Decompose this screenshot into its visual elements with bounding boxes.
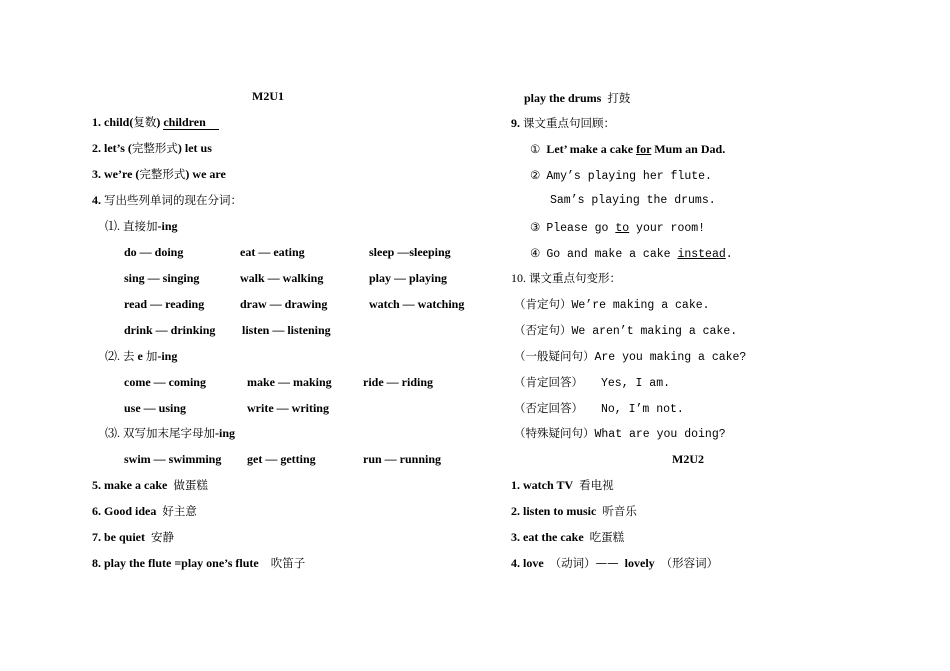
m2u2-line-3 bbox=[511, 529, 624, 545]
text: 吃蛋糕 bbox=[589, 530, 625, 544]
word-pair: drink — drinking bbox=[124, 323, 216, 337]
text: What are you doing? bbox=[594, 428, 726, 441]
heading-10 bbox=[511, 270, 621, 286]
word-pair: listen — listening bbox=[242, 323, 331, 337]
word-pair: come — coming bbox=[124, 375, 206, 389]
m2u2-line-4 bbox=[511, 555, 718, 571]
circled-number: ② bbox=[530, 168, 541, 182]
key-sentence-3 bbox=[530, 219, 705, 237]
text: 1. child( bbox=[92, 115, 134, 129]
text: lovely bbox=[624, 556, 655, 570]
text: -ing bbox=[215, 426, 236, 440]
text: 打鼓 bbox=[607, 91, 631, 105]
underlined-word: to bbox=[615, 222, 630, 235]
word-pair: walk — walking bbox=[240, 271, 324, 285]
text: 9. bbox=[511, 116, 523, 130]
m2u2-line-1 bbox=[511, 477, 614, 493]
text: . bbox=[725, 248, 733, 261]
text: 完整形式 bbox=[131, 141, 178, 155]
underlined-word: for bbox=[636, 142, 652, 156]
phrase-line-7 bbox=[92, 529, 174, 545]
sentence-type-label: （特殊疑问句） bbox=[514, 426, 595, 440]
text: 5. make a cake bbox=[92, 478, 168, 492]
vocab-line-4 bbox=[92, 192, 242, 208]
text: 6. Good idea bbox=[92, 504, 157, 518]
text: 写出些列单词的现在分词： bbox=[104, 193, 242, 207]
subheading-3 bbox=[105, 425, 235, 441]
text: 2. listen to music bbox=[511, 504, 597, 518]
text: 安静 bbox=[151, 530, 175, 544]
word-pair: swim — swimming bbox=[124, 452, 222, 466]
text: e bbox=[134, 349, 146, 363]
text: 2. let’s ( bbox=[92, 141, 132, 155]
subheading-1 bbox=[105, 218, 178, 234]
text: play the drums bbox=[524, 91, 602, 105]
text: 看电视 bbox=[579, 478, 614, 492]
section-title-m2u1: M2U1 bbox=[252, 89, 284, 103]
sentence-type-label: （肯定句） bbox=[514, 297, 572, 311]
text: ) bbox=[156, 115, 164, 129]
word-pair: ride — riding bbox=[363, 375, 434, 389]
circled-number: ④ bbox=[530, 246, 541, 260]
text: （动词）—— bbox=[549, 556, 619, 570]
sentence-type-label: （肯定回答） bbox=[514, 375, 583, 389]
transform-affirmative bbox=[514, 296, 710, 314]
text: 课文重点句变形： bbox=[529, 271, 621, 285]
word-pair: get — getting bbox=[247, 452, 316, 466]
text: 4. bbox=[92, 193, 104, 207]
word-pair: do — doing bbox=[124, 245, 184, 259]
text: ) we are bbox=[185, 167, 226, 181]
text: Go and make a cake bbox=[546, 248, 678, 261]
phrase-line-5 bbox=[92, 477, 208, 493]
text: We aren’t making a cake. bbox=[571, 325, 738, 338]
text: your room! bbox=[629, 222, 706, 235]
text: 课文重点句回顾： bbox=[523, 116, 615, 130]
text: Are you making a cake? bbox=[594, 351, 747, 364]
phrase-line-8 bbox=[92, 555, 305, 571]
text: Yes, I am. bbox=[601, 377, 671, 390]
key-sentence-2-continued: Sam’s playing the drums. bbox=[550, 194, 716, 207]
word-pair: draw — drawing bbox=[240, 297, 328, 311]
key-sentence-4 bbox=[530, 245, 733, 263]
word-pair: read — reading bbox=[124, 297, 205, 311]
text: No, I’m not. bbox=[601, 403, 684, 416]
sentence-type-label: （否定回答） bbox=[514, 401, 583, 415]
sentence-type-label: （否定句） bbox=[514, 323, 572, 337]
phrase-line-6 bbox=[92, 503, 197, 519]
transform-short-yes bbox=[514, 374, 670, 392]
text: Mum an Dad. bbox=[651, 142, 726, 156]
text: Please go bbox=[546, 222, 616, 235]
text: 听音乐 bbox=[602, 504, 637, 518]
section-title-m2u2: M2U2 bbox=[672, 452, 704, 466]
underlined-word: instead bbox=[677, 248, 726, 261]
text: 7. be quiet bbox=[92, 530, 146, 544]
text: 1. watch TV bbox=[511, 478, 574, 492]
word-pair: watch — watching bbox=[369, 297, 465, 311]
text: （形容词） bbox=[660, 556, 719, 570]
text: 好主意 bbox=[162, 504, 197, 518]
text: We’re making a cake. bbox=[571, 299, 710, 312]
text: 双写加末尾字母加 bbox=[123, 426, 216, 440]
text: -ing bbox=[157, 219, 178, 233]
circled-number: ③ bbox=[530, 220, 541, 234]
sentence-type-label: （一般疑问句） bbox=[514, 349, 595, 363]
key-sentence-1 bbox=[530, 141, 725, 157]
text: 10. bbox=[511, 271, 529, 285]
text: 完整形式 bbox=[139, 167, 186, 181]
circled-number: ① bbox=[530, 142, 541, 156]
transform-negative bbox=[514, 322, 737, 340]
heading-9 bbox=[511, 115, 615, 131]
key-sentence-2 bbox=[530, 167, 712, 185]
text: ⑴. bbox=[105, 219, 124, 233]
transform-yes-no-question bbox=[514, 348, 746, 366]
word-pair: play — playing bbox=[369, 271, 448, 285]
text: 去 bbox=[123, 349, 135, 363]
text: ⑶. bbox=[105, 426, 124, 440]
word-pair: use — using bbox=[124, 401, 187, 415]
text: ⑵. bbox=[105, 349, 124, 363]
word-pair: make — making bbox=[247, 375, 332, 389]
text: 加 bbox=[145, 349, 158, 363]
word-pair: sing — singing bbox=[124, 271, 200, 285]
word-pair: eat — eating bbox=[240, 245, 305, 259]
subheading-2 bbox=[105, 348, 177, 364]
text: 吹笛子 bbox=[270, 556, 306, 570]
text: 3. eat the cake bbox=[511, 530, 584, 544]
vocab-line-2 bbox=[92, 140, 212, 156]
text: 4. love bbox=[511, 556, 544, 570]
text: Let’ make a cake bbox=[546, 142, 637, 156]
text: 8. play the flute =play one’s flute bbox=[92, 556, 259, 570]
text: -ing bbox=[157, 349, 178, 363]
text: Amy’s playing her flute. bbox=[546, 170, 712, 183]
text: 做蛋糕 bbox=[173, 478, 208, 492]
text: 直接加 bbox=[123, 219, 158, 233]
answer-blank: children bbox=[163, 115, 219, 130]
word-pair: write — writing bbox=[247, 401, 329, 415]
vocab-line-1 bbox=[92, 114, 219, 130]
word-pair: sleep —sleeping bbox=[369, 245, 451, 259]
transform-short-no bbox=[514, 400, 684, 418]
text: 复数 bbox=[133, 115, 157, 129]
vocab-line-3 bbox=[92, 166, 226, 182]
m2u2-line-2 bbox=[511, 503, 637, 519]
phrase-play-drums bbox=[524, 90, 630, 106]
text: 3. we’re ( bbox=[92, 167, 140, 181]
transform-wh-question bbox=[514, 425, 726, 443]
word-pair: run — running bbox=[363, 452, 442, 466]
text: ) let us bbox=[177, 141, 212, 155]
